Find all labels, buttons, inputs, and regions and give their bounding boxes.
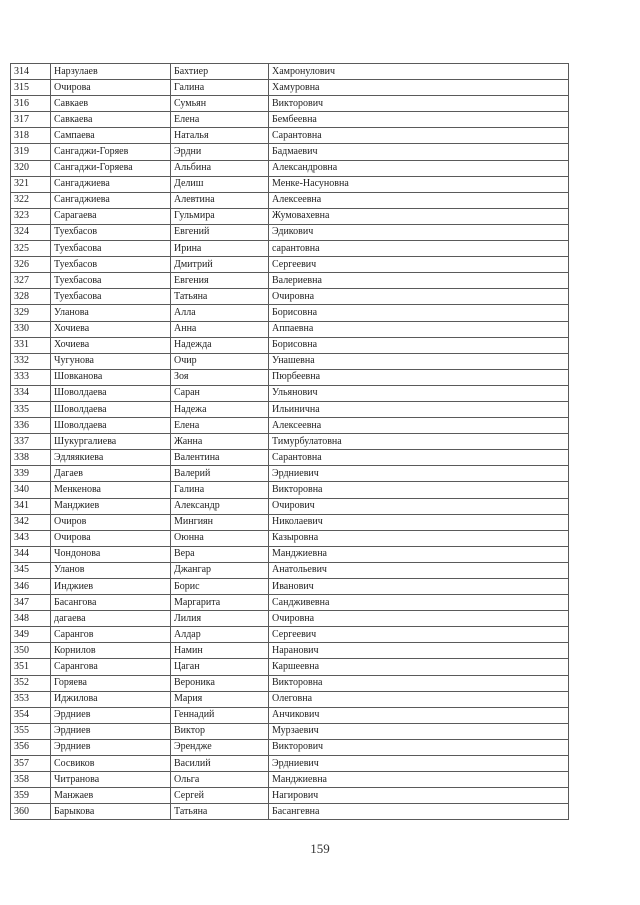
last-name-cell: Горяева bbox=[51, 675, 171, 691]
first-name-cell: Маргарита bbox=[171, 595, 269, 611]
first-name-cell: Альбина bbox=[171, 160, 269, 176]
patronymic-cell: Николаевич bbox=[269, 514, 569, 530]
row-number-cell: 350 bbox=[11, 643, 51, 659]
patronymic-cell: Очирович bbox=[269, 498, 569, 514]
table-row bbox=[11, 353, 569, 369]
first-name-cell: Надежда bbox=[171, 337, 269, 353]
last-name-cell: Очирова bbox=[51, 80, 171, 96]
patronymic-cell: Эрдниевич bbox=[269, 466, 569, 482]
first-name-cell: Алла bbox=[171, 305, 269, 321]
table-row bbox=[11, 401, 569, 417]
first-name-cell: Сергей bbox=[171, 788, 269, 804]
last-name-cell: Сарагаева bbox=[51, 208, 171, 224]
row-number-cell: 319 bbox=[11, 144, 51, 160]
patronymic-cell: Мурзаевич bbox=[269, 723, 569, 739]
row-number-cell: 334 bbox=[11, 385, 51, 401]
last-name-cell: Хочиева bbox=[51, 321, 171, 337]
last-name-cell: Очирова bbox=[51, 530, 171, 546]
row-number-cell: 358 bbox=[11, 772, 51, 788]
row-number-cell: 331 bbox=[11, 337, 51, 353]
last-name-cell: Туехбасова bbox=[51, 289, 171, 305]
row-number-cell: 336 bbox=[11, 418, 51, 434]
row-number-cell: 338 bbox=[11, 450, 51, 466]
first-name-cell: Наталья bbox=[171, 128, 269, 144]
last-name-cell: Нарзулаев bbox=[51, 64, 171, 80]
table-row bbox=[11, 369, 569, 385]
row-number-cell: 326 bbox=[11, 257, 51, 273]
last-name-cell: Сангаджи-Горяев bbox=[51, 144, 171, 160]
first-name-cell: Намин bbox=[171, 643, 269, 659]
patronymic-cell: Бембеевна bbox=[269, 112, 569, 128]
row-number-cell: 314 bbox=[11, 64, 51, 80]
row-number-cell: 345 bbox=[11, 562, 51, 578]
patronymic-cell: Викторович bbox=[269, 96, 569, 112]
first-name-cell: Евгений bbox=[171, 224, 269, 240]
patronymic-cell: Унашевна bbox=[269, 353, 569, 369]
first-name-cell: Александр bbox=[171, 498, 269, 514]
page-number: 159 bbox=[310, 841, 330, 856]
first-name-cell: Эрендже bbox=[171, 739, 269, 755]
table-row bbox=[11, 208, 569, 224]
first-name-cell: Евгения bbox=[171, 273, 269, 289]
last-name-cell: Туехбасова bbox=[51, 241, 171, 257]
table-row bbox=[11, 224, 569, 240]
first-name-cell: Лилия bbox=[171, 611, 269, 627]
patronymic-cell: Бадмаевич bbox=[269, 144, 569, 160]
row-number-cell: 346 bbox=[11, 579, 51, 595]
first-name-cell: Виктор bbox=[171, 723, 269, 739]
row-number-cell: 337 bbox=[11, 434, 51, 450]
table-row bbox=[11, 595, 569, 611]
first-name-cell: Зоя bbox=[171, 369, 269, 385]
patronymic-cell: Жумовахевна bbox=[269, 208, 569, 224]
patronymic-cell: Манджиевна bbox=[269, 546, 569, 562]
table-row bbox=[11, 498, 569, 514]
table-row bbox=[11, 466, 569, 482]
last-name-cell: Савкаев bbox=[51, 96, 171, 112]
row-number-cell: 328 bbox=[11, 289, 51, 305]
patronymic-cell: Ильинична bbox=[269, 401, 569, 417]
patronymic-cell: Валериевна bbox=[269, 273, 569, 289]
last-name-cell: Сампаева bbox=[51, 128, 171, 144]
table-row bbox=[11, 707, 569, 723]
first-name-cell: Жанна bbox=[171, 434, 269, 450]
table-row bbox=[11, 788, 569, 804]
patronymic-cell: Казыровна bbox=[269, 530, 569, 546]
table-row bbox=[11, 562, 569, 578]
first-name-cell: Ольга bbox=[171, 772, 269, 788]
first-name-cell: Елена bbox=[171, 418, 269, 434]
table-row bbox=[11, 321, 569, 337]
row-number-cell: 341 bbox=[11, 498, 51, 514]
last-name-cell: Сарангов bbox=[51, 627, 171, 643]
table-row bbox=[11, 434, 569, 450]
last-name-cell: Эдляякиева bbox=[51, 450, 171, 466]
patronymic-cell: Иванович bbox=[269, 579, 569, 595]
row-number-cell: 359 bbox=[11, 788, 51, 804]
last-name-cell: Манджиев bbox=[51, 498, 171, 514]
first-name-cell: Очир bbox=[171, 353, 269, 369]
last-name-cell: Эрдниев bbox=[51, 739, 171, 755]
table-row bbox=[11, 385, 569, 401]
table-row bbox=[11, 192, 569, 208]
patronymic-cell: Сандживевна bbox=[269, 595, 569, 611]
row-number-cell: 353 bbox=[11, 691, 51, 707]
row-number-cell: 321 bbox=[11, 176, 51, 192]
names-table-body bbox=[11, 64, 569, 820]
last-name-cell: Менкенова bbox=[51, 482, 171, 498]
patronymic-cell: Анчикович bbox=[269, 707, 569, 723]
patronymic-cell: Алексеевна bbox=[269, 192, 569, 208]
first-name-cell: Валерий bbox=[171, 466, 269, 482]
patronymic-cell: Эрдниевич bbox=[269, 756, 569, 772]
last-name-cell: Туехбасов bbox=[51, 257, 171, 273]
row-number-cell: 329 bbox=[11, 305, 51, 321]
last-name-cell: Сарангова bbox=[51, 659, 171, 675]
table-row bbox=[11, 273, 569, 289]
first-name-cell: Цаган bbox=[171, 659, 269, 675]
last-name-cell: Эрдниев bbox=[51, 723, 171, 739]
last-name-cell: Чондонова bbox=[51, 546, 171, 562]
patronymic-cell: Очировна bbox=[269, 289, 569, 305]
table-row bbox=[11, 305, 569, 321]
first-name-cell: Анна bbox=[171, 321, 269, 337]
last-name-cell: дагаева bbox=[51, 611, 171, 627]
first-name-cell: Вероника bbox=[171, 675, 269, 691]
last-name-cell: Сосвиков bbox=[51, 756, 171, 772]
first-name-cell: Елена bbox=[171, 112, 269, 128]
last-name-cell: Шоволдаева bbox=[51, 401, 171, 417]
first-name-cell: Алдар bbox=[171, 627, 269, 643]
last-name-cell: Корнилов bbox=[51, 643, 171, 659]
last-name-cell: Сангаджиева bbox=[51, 192, 171, 208]
table-row bbox=[11, 611, 569, 627]
last-name-cell: Басангова bbox=[51, 595, 171, 611]
patronymic-cell: Тимурбулатовна bbox=[269, 434, 569, 450]
patronymic-cell: Борисовна bbox=[269, 337, 569, 353]
last-name-cell: Дагаев bbox=[51, 466, 171, 482]
row-number-cell: 356 bbox=[11, 739, 51, 755]
first-name-cell: Гульмира bbox=[171, 208, 269, 224]
table-row bbox=[11, 96, 569, 112]
table-row bbox=[11, 579, 569, 595]
table-row bbox=[11, 739, 569, 755]
patronymic-cell: Аппаевна bbox=[269, 321, 569, 337]
last-name-cell: Сангаджи-Горяева bbox=[51, 160, 171, 176]
first-name-cell: Дмитрий bbox=[171, 257, 269, 273]
patronymic-cell: Хамронулович bbox=[269, 64, 569, 80]
first-name-cell: Василий bbox=[171, 756, 269, 772]
patronymic-cell: Олеговна bbox=[269, 691, 569, 707]
last-name-cell: Манжаев bbox=[51, 788, 171, 804]
patronymic-cell: Басангевна bbox=[269, 804, 569, 820]
table-row bbox=[11, 241, 569, 257]
row-number-cell: 318 bbox=[11, 128, 51, 144]
row-number-cell: 344 bbox=[11, 546, 51, 562]
last-name-cell: Туехбасов bbox=[51, 224, 171, 240]
row-number-cell: 360 bbox=[11, 804, 51, 820]
first-name-cell: Делиш bbox=[171, 176, 269, 192]
table-row bbox=[11, 128, 569, 144]
patronymic-cell: Алексеевна bbox=[269, 418, 569, 434]
last-name-cell: Очиров bbox=[51, 514, 171, 530]
row-number-cell: 325 bbox=[11, 241, 51, 257]
first-name-cell: Бахтиер bbox=[171, 64, 269, 80]
row-number-cell: 315 bbox=[11, 80, 51, 96]
last-name-cell: Шоволдаева bbox=[51, 385, 171, 401]
row-number-cell: 317 bbox=[11, 112, 51, 128]
first-name-cell: Надежа bbox=[171, 401, 269, 417]
row-number-cell: 351 bbox=[11, 659, 51, 675]
patronymic-cell: Сергеевич bbox=[269, 257, 569, 273]
first-name-cell: Татьяна bbox=[171, 804, 269, 820]
table-row bbox=[11, 144, 569, 160]
patronymic-cell: Очировна bbox=[269, 611, 569, 627]
last-name-cell: Инджиев bbox=[51, 579, 171, 595]
last-name-cell: Уланова bbox=[51, 305, 171, 321]
row-number-cell: 347 bbox=[11, 595, 51, 611]
row-number-cell: 327 bbox=[11, 273, 51, 289]
row-number-cell: 332 bbox=[11, 353, 51, 369]
row-number-cell: 354 bbox=[11, 707, 51, 723]
table-row bbox=[11, 514, 569, 530]
patronymic-cell: сарантовна bbox=[269, 241, 569, 257]
patronymic-cell: Пюрбеевна bbox=[269, 369, 569, 385]
table-row bbox=[11, 675, 569, 691]
first-name-cell: Борис bbox=[171, 579, 269, 595]
patronymic-cell: Манджиевна bbox=[269, 772, 569, 788]
row-number-cell: 348 bbox=[11, 611, 51, 627]
row-number-cell: 322 bbox=[11, 192, 51, 208]
table-row bbox=[11, 723, 569, 739]
patronymic-cell: Викторович bbox=[269, 739, 569, 755]
last-name-cell: Савкаева bbox=[51, 112, 171, 128]
first-name-cell: Мария bbox=[171, 691, 269, 707]
row-number-cell: 357 bbox=[11, 756, 51, 772]
patronymic-cell: Менке-Насуновна bbox=[269, 176, 569, 192]
table-row bbox=[11, 450, 569, 466]
last-name-cell: Туехбасова bbox=[51, 273, 171, 289]
patronymic-cell: Викторовна bbox=[269, 675, 569, 691]
first-name-cell: Ирина bbox=[171, 241, 269, 257]
table-row bbox=[11, 659, 569, 675]
table-row bbox=[11, 546, 569, 562]
patronymic-cell: Сергеевич bbox=[269, 627, 569, 643]
row-number-cell: 335 bbox=[11, 401, 51, 417]
last-name-cell: Чугунова bbox=[51, 353, 171, 369]
row-number-cell: 343 bbox=[11, 530, 51, 546]
table-row bbox=[11, 112, 569, 128]
row-number-cell: 330 bbox=[11, 321, 51, 337]
table-row bbox=[11, 627, 569, 643]
table-row bbox=[11, 643, 569, 659]
table-row bbox=[11, 64, 569, 80]
first-name-cell: Эрдни bbox=[171, 144, 269, 160]
last-name-cell: Иджилова bbox=[51, 691, 171, 707]
patronymic-cell: Хамуровна bbox=[269, 80, 569, 96]
row-number-cell: 320 bbox=[11, 160, 51, 176]
patronymic-cell: Эдикович bbox=[269, 224, 569, 240]
last-name-cell: Шоволдаева bbox=[51, 418, 171, 434]
table-row bbox=[11, 756, 569, 772]
patronymic-cell: Ульянович bbox=[269, 385, 569, 401]
patronymic-cell: Анатольевич bbox=[269, 562, 569, 578]
last-name-cell: Эрдниев bbox=[51, 707, 171, 723]
last-name-cell: Уланов bbox=[51, 562, 171, 578]
table-row bbox=[11, 530, 569, 546]
row-number-cell: 316 bbox=[11, 96, 51, 112]
row-number-cell: 349 bbox=[11, 627, 51, 643]
table-row bbox=[11, 691, 569, 707]
last-name-cell: Шукургалиева bbox=[51, 434, 171, 450]
table-row bbox=[11, 289, 569, 305]
first-name-cell: Галина bbox=[171, 482, 269, 498]
names-table bbox=[10, 63, 569, 820]
first-name-cell: Оюнна bbox=[171, 530, 269, 546]
row-number-cell: 355 bbox=[11, 723, 51, 739]
last-name-cell: Барыкова bbox=[51, 804, 171, 820]
patronymic-cell: Каршеевна bbox=[269, 659, 569, 675]
row-number-cell: 333 bbox=[11, 369, 51, 385]
first-name-cell: Валентина bbox=[171, 450, 269, 466]
first-name-cell: Геннадий bbox=[171, 707, 269, 723]
table-row bbox=[11, 337, 569, 353]
patronymic-cell: Наранович bbox=[269, 643, 569, 659]
last-name-cell: Хочиева bbox=[51, 337, 171, 353]
first-name-cell: Татьяна bbox=[171, 289, 269, 305]
table-row bbox=[11, 418, 569, 434]
row-number-cell: 352 bbox=[11, 675, 51, 691]
patronymic-cell: Сарантовна bbox=[269, 450, 569, 466]
patronymic-cell: Викторовна bbox=[269, 482, 569, 498]
first-name-cell: Джангар bbox=[171, 562, 269, 578]
row-number-cell: 342 bbox=[11, 514, 51, 530]
table-row bbox=[11, 80, 569, 96]
row-number-cell: 339 bbox=[11, 466, 51, 482]
first-name-cell: Алевтина bbox=[171, 192, 269, 208]
table-row bbox=[11, 257, 569, 273]
last-name-cell: Шовканова bbox=[51, 369, 171, 385]
table-row bbox=[11, 772, 569, 788]
first-name-cell: Мингиян bbox=[171, 514, 269, 530]
row-number-cell: 323 bbox=[11, 208, 51, 224]
patronymic-cell: Борисовна bbox=[269, 305, 569, 321]
table-row bbox=[11, 804, 569, 820]
first-name-cell: Саран bbox=[171, 385, 269, 401]
first-name-cell: Галина bbox=[171, 80, 269, 96]
row-number-cell: 340 bbox=[11, 482, 51, 498]
patronymic-cell: Сарантовна bbox=[269, 128, 569, 144]
patronymic-cell: Александровна bbox=[269, 160, 569, 176]
first-name-cell: Вера bbox=[171, 546, 269, 562]
row-number-cell: 324 bbox=[11, 224, 51, 240]
table-row bbox=[11, 160, 569, 176]
table-row bbox=[11, 482, 569, 498]
last-name-cell: Читранова bbox=[51, 772, 171, 788]
patronymic-cell: Нагирович bbox=[269, 788, 569, 804]
first-name-cell: Сумьян bbox=[171, 96, 269, 112]
last-name-cell: Сангаджиева bbox=[51, 176, 171, 192]
table-row bbox=[11, 176, 569, 192]
